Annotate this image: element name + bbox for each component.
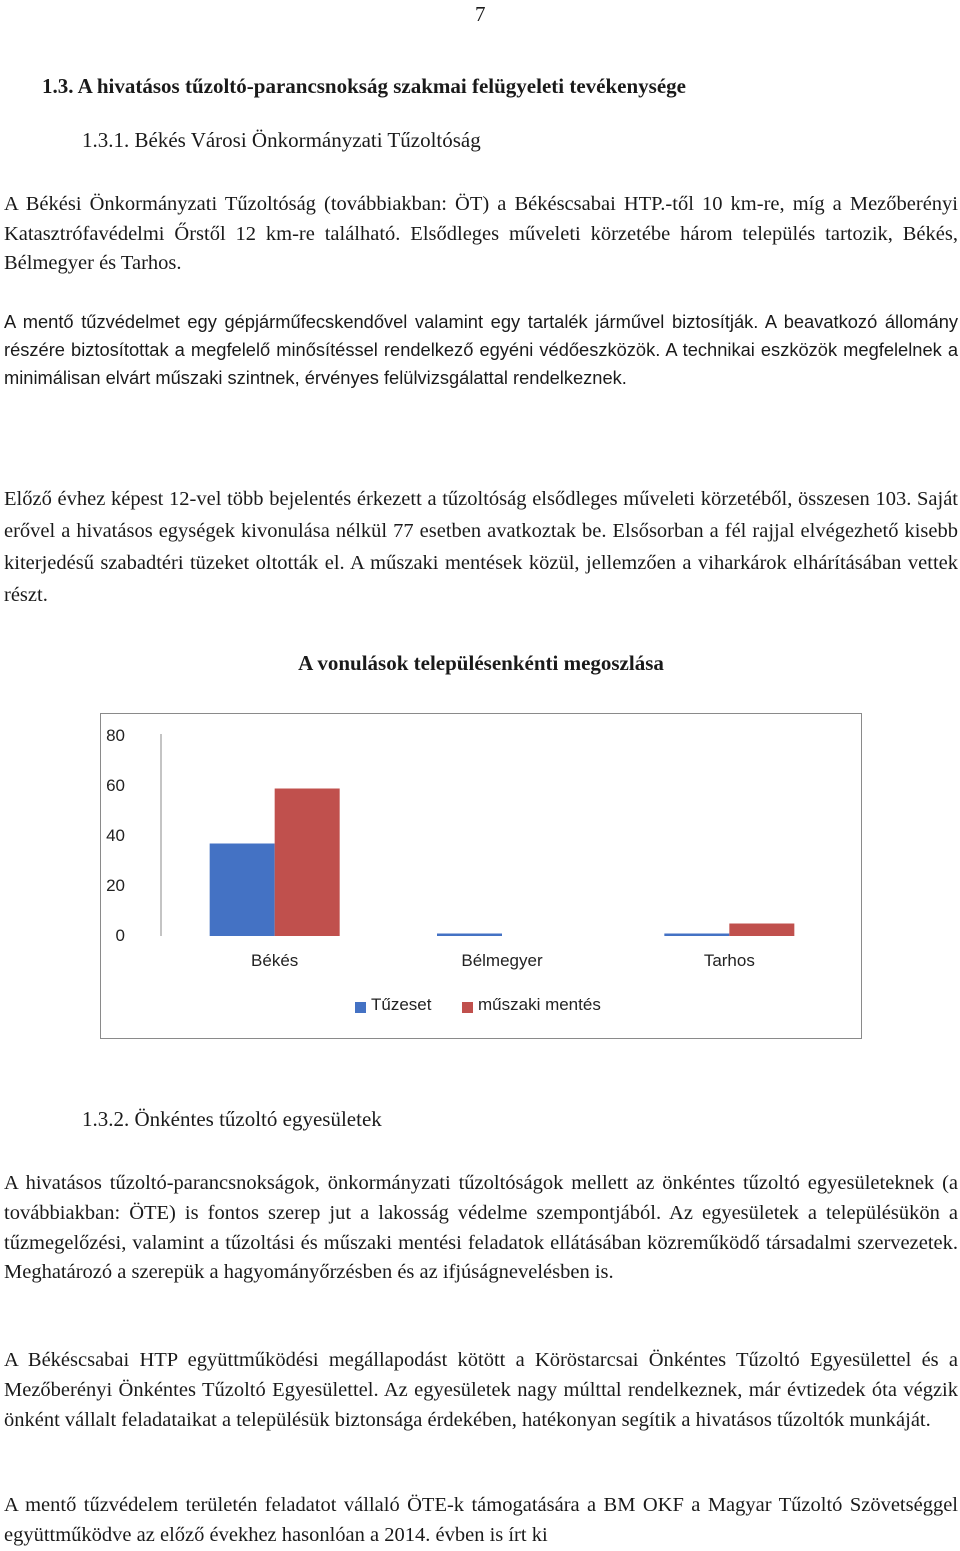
bar-muszaki-mentes [275, 789, 340, 937]
x-category-label: Békés [251, 951, 299, 970]
bar-tuzeset [210, 844, 275, 937]
chart-area [100, 713, 862, 1039]
bar-tuzeset [437, 934, 502, 937]
paragraph-equipment: A mentő tűzvédelmet egy gépjárműfecskendővel valamint egy tartalék járművel biztosítják. A beavatkozó állomány részére biztosítottak a megfelelő minősítéssel rendelkező egyéni védőeszközök. A technikai eszközök megfelelnek a minimálisan elvárt műszaki szintnek, érvényes felülvizsgálattal rendelkeznek. [4, 311, 958, 389]
legend-swatch [462, 1002, 473, 1013]
page-number: 7 [475, 2, 486, 26]
paragraph-cooperation: A Békéscsabai HTP együttműködési megállapodást kötött a Köröstarcsai Önkéntes Tűzoltó Egyesülettel és a Mezőberényi Önkéntes Tűzoltó Egyesülettel. Az egyesületek nagy múlttal rendelkeznek, már évtizedek óta végzik önként vállalt feladataikat a településük biztonsága érdekében, hatékonyan segítik a hivatásos tűzoltók munkáját. [4, 1349, 958, 1431]
bar-muszaki-mentes [729, 924, 794, 937]
chart-title: A vonulások településenkénti megoszlása [298, 651, 664, 675]
subsection-heading-bekes: 1.3.1. Békés Városi Önkormányzati Tűzoltóság [82, 128, 481, 152]
y-tick-label: 40 [106, 826, 125, 845]
x-category-label: Tarhos [703, 951, 755, 970]
legend-label: műszaki mentés [478, 995, 601, 1014]
x-category-label: Bélmegyer [461, 951, 543, 970]
paragraph-statistics: Előző évhez képest 12-vel több bejelentés érkezett a tűzoltóság elsődleges műveleti körzetéből, összesen 103. Saját erővel a hivatásos egységek kivonulása nélkül 77 esetben avatkoztak be. Elsősorban a fél rajjal elvégezhető kisebb kiterjedésű szabadtéri tüzeket oltották el. A műszaki mentések közül, jellemzően a viharkárok elhárításában vettek részt. [4, 488, 958, 606]
paragraph-volunteer-role: A hivatásos tűzoltó-parancsnokságok, önkormányzati tűzoltóságok mellett az önkéntes tűzoltó egyesületeknek (a továbbiakban: ÖTE) is fontos szerep jut a lakosság védelme szempontjából. Az egyesületek a településükön a tűzmegelőzési, valamint a tűzoltási és műszaki mentési feladatok ellátásában közreműködő társadalmi szervezetek. Meghatározó a szerepük a hagyományőrzésben és az ifjúságnevelésben is. [4, 1172, 958, 1284]
paragraph-support: A mentő tűzvédelem területén feladatot vállaló ÖTE-k támogatására a BM OKF a Magyar Tűzoltó Szövetséggel együttműködve az előző évekhez hasonlóan a 2014. évben is írt ki [4, 1494, 958, 1546]
section-heading: 1.3. A hivatásos tűzoltó-parancsnokság szakmai felügyeleti tevékenysége [42, 74, 686, 98]
bar-tuzeset [664, 934, 729, 937]
legend-label: Tűzeset [371, 995, 432, 1014]
y-tick-label: 60 [106, 776, 125, 795]
paragraph-location: A Békési Önkormányzati Tűzoltóság (továbbiakban: ÖT) a Békéscsabai HTP.-től 10 km-re, míg a Mezőberényi Katasztrófavédelmi Őrstől 12 km-re található. Elsődleges műveleti körzetébe három település tartozik, Békés, Bélmegyer és Tarhos. [4, 193, 958, 275]
y-tick-label: 20 [106, 876, 125, 895]
bar-chart [101, 714, 861, 1038]
subsection-heading-volunteer: 1.3.2. Önkéntes tűzoltó egyesületek [82, 1107, 382, 1131]
y-tick-label: 80 [106, 726, 125, 745]
y-tick-label: 0 [115, 926, 125, 945]
legend-swatch [355, 1002, 366, 1013]
